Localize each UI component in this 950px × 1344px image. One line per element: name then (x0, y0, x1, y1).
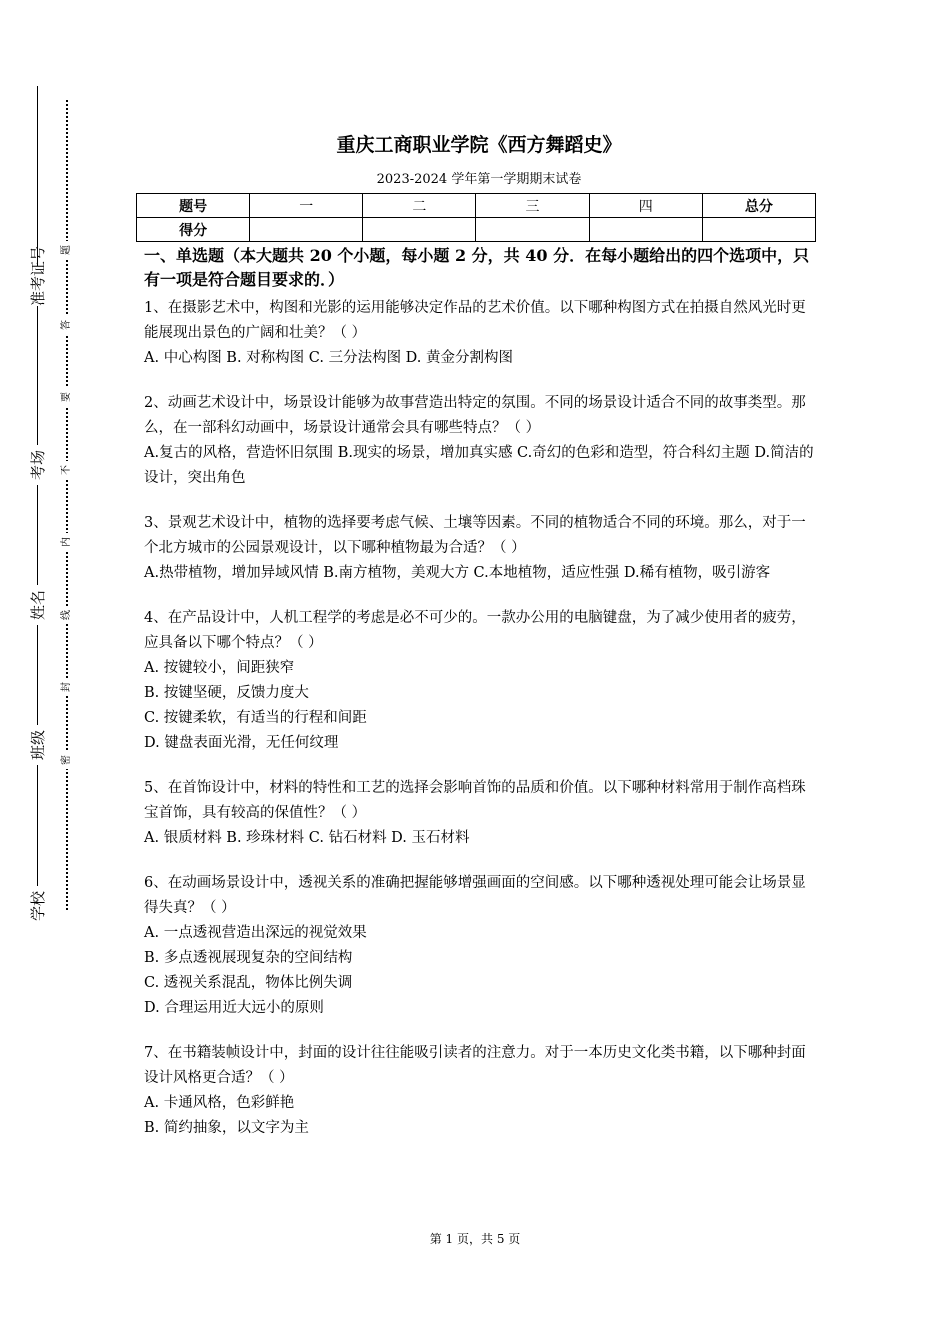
seal-word: 不 (60, 461, 74, 479)
question-2 (144, 391, 814, 491)
seal-word: 答 (60, 316, 74, 334)
question-5 (144, 776, 814, 851)
score-input-cell[interactable] (250, 218, 363, 242)
score-header-cell: 三 (476, 194, 589, 218)
exam-subtitle: 2023-2024 学年第一学期期末试卷 (376, 172, 582, 187)
question-option: A.热带植物，增加异域风情 B.南方植物，美观大方 C.本地植物，适应性强 D.稀有植物，吸引游客 (144, 565, 771, 581)
section-heading: 一、单选题（本大题共 20 个小题，每小题 2 分，共 40 分．在每小题给出的四个选项中，只有一项是符合题目要求的．） (144, 246, 810, 289)
label-exam-number: 准考证号 (29, 245, 47, 306)
score-header-cell: 题号 (137, 194, 250, 218)
seal-dotted-line (66, 100, 68, 910)
exam-title: 重庆工商职业学院《西方舞蹈史》 (336, 134, 622, 156)
question-stem: 3、景观艺术设计中，植物的选择要考虑气候、土壤等因素。不同的植物适合不同的环境。那么，对于一个北方城市的公园景观设计，以下哪种植物最为合适？（ ） (144, 515, 806, 556)
question-option: A. 中心构图 B. 对称构图 C. 三分法构图 D. 黄金分割构图 (144, 350, 514, 366)
seal-word: 题 (60, 241, 74, 259)
question-option: A. 银质材料 B. 珍珠材料 C. 钻石材料 D. 玉石材料 (144, 830, 470, 846)
score-table (136, 193, 816, 242)
score-input-cell[interactable] (363, 218, 476, 242)
page-footer: 第 1 页，共 5 页 (429, 1232, 521, 1246)
question-stem: 1、在摄影艺术中，构图和光影的运用能够决定作品的艺术价值。以下哪种构图方式在拍摄自然风光时更能展现出景色的广阔和壮美？（ ） (144, 300, 806, 341)
question-stem: 7、在书籍装帧设计中，封面的设计往往能吸引读者的注意力。对于一本历史文化类书籍，以下哪种封面设计风格更合适？（ ） (144, 1045, 806, 1086)
score-table-header-row (137, 194, 816, 218)
question-option: D. 键盘表面光滑，无任何纹理 (144, 735, 339, 751)
question-1 (144, 296, 814, 371)
score-input-cell[interactable] (476, 218, 589, 242)
label-name: 姓名 (28, 585, 48, 625)
binding-solid-line (37, 86, 38, 926)
question-option: C. 透视关系混乱，物体比例失调 (144, 975, 353, 991)
seal-word: 封 (60, 678, 74, 696)
question-list (144, 244, 814, 1161)
question-option: C. 按键柔软，有适当的行程和间距 (144, 710, 367, 726)
score-table-score-row (137, 218, 816, 242)
question-6 (144, 871, 814, 1021)
question-option: D. 合理运用近大远小的原则 (144, 1000, 324, 1016)
score-header-cell: 二 (363, 194, 476, 218)
score-input-cell[interactable] (702, 218, 815, 242)
label-school: 学校 (28, 886, 48, 926)
question-option: B. 按键坚硬，反馈力度大 (144, 685, 309, 701)
question-option: B. 简约抽象，以文字为主 (144, 1120, 309, 1136)
question-4 (144, 606, 814, 756)
question-stem: 4、在产品设计中，人机工程学的考虑是必不可少的。一款办公用的电脑键盘，为了减少使用者的疲劳，应具备以下哪个特点？（ ） (144, 610, 806, 651)
binding-margin (0, 0, 110, 1344)
question-stem: 2、动画艺术设计中，场景设计能够为故事营造出特定的氛围。不同的场景设计适合不同的故事类型。那么，在一部科幻动画中，场景设计通常会具有哪些特点？（ ） (144, 395, 806, 436)
seal-word: 内 (60, 533, 74, 551)
seal-word: 线 (60, 606, 74, 624)
score-row-label: 得分 (137, 218, 250, 242)
question-option: A. 卡通风格，色彩鲜艳 (144, 1095, 295, 1111)
question-7 (144, 1041, 814, 1141)
seal-word: 要 (60, 388, 74, 406)
question-stem: 6、在动画场景设计中，透视关系的准确把握能够增强画面的空间感。以下哪种透视处理可能会让场景显得失真？（ ） (144, 875, 806, 916)
score-input-cell[interactable] (589, 218, 702, 242)
seal-word: 密 (60, 751, 74, 769)
question-option: B. 多点透视展现复杂的空间结构 (144, 950, 353, 966)
question-option: A. 按键较小，间距狭窄 (144, 660, 295, 676)
score-header-cell: 四 (589, 194, 702, 218)
score-header-cell: 一 (250, 194, 363, 218)
question-3 (144, 511, 814, 586)
question-option: A. 一点透视营造出深远的视觉效果 (144, 925, 367, 941)
question-option: A.复古的风格，营造怀旧氛围 B.现实的场景，增加真实感 C.奇幻的色彩和造型，符合科幻主题 D.简洁的设计，突出角色 (144, 445, 814, 486)
label-class: 班级 (28, 725, 48, 765)
label-exam-room: 考场 (28, 445, 48, 485)
question-stem: 5、在首饰设计中，材料的特性和工艺的选择会影响首饰的品质和价值。以下哪种材料常用于制作高档珠宝首饰，具有较高的保值性？（ ） (144, 780, 806, 821)
score-header-cell: 总分 (702, 194, 815, 218)
